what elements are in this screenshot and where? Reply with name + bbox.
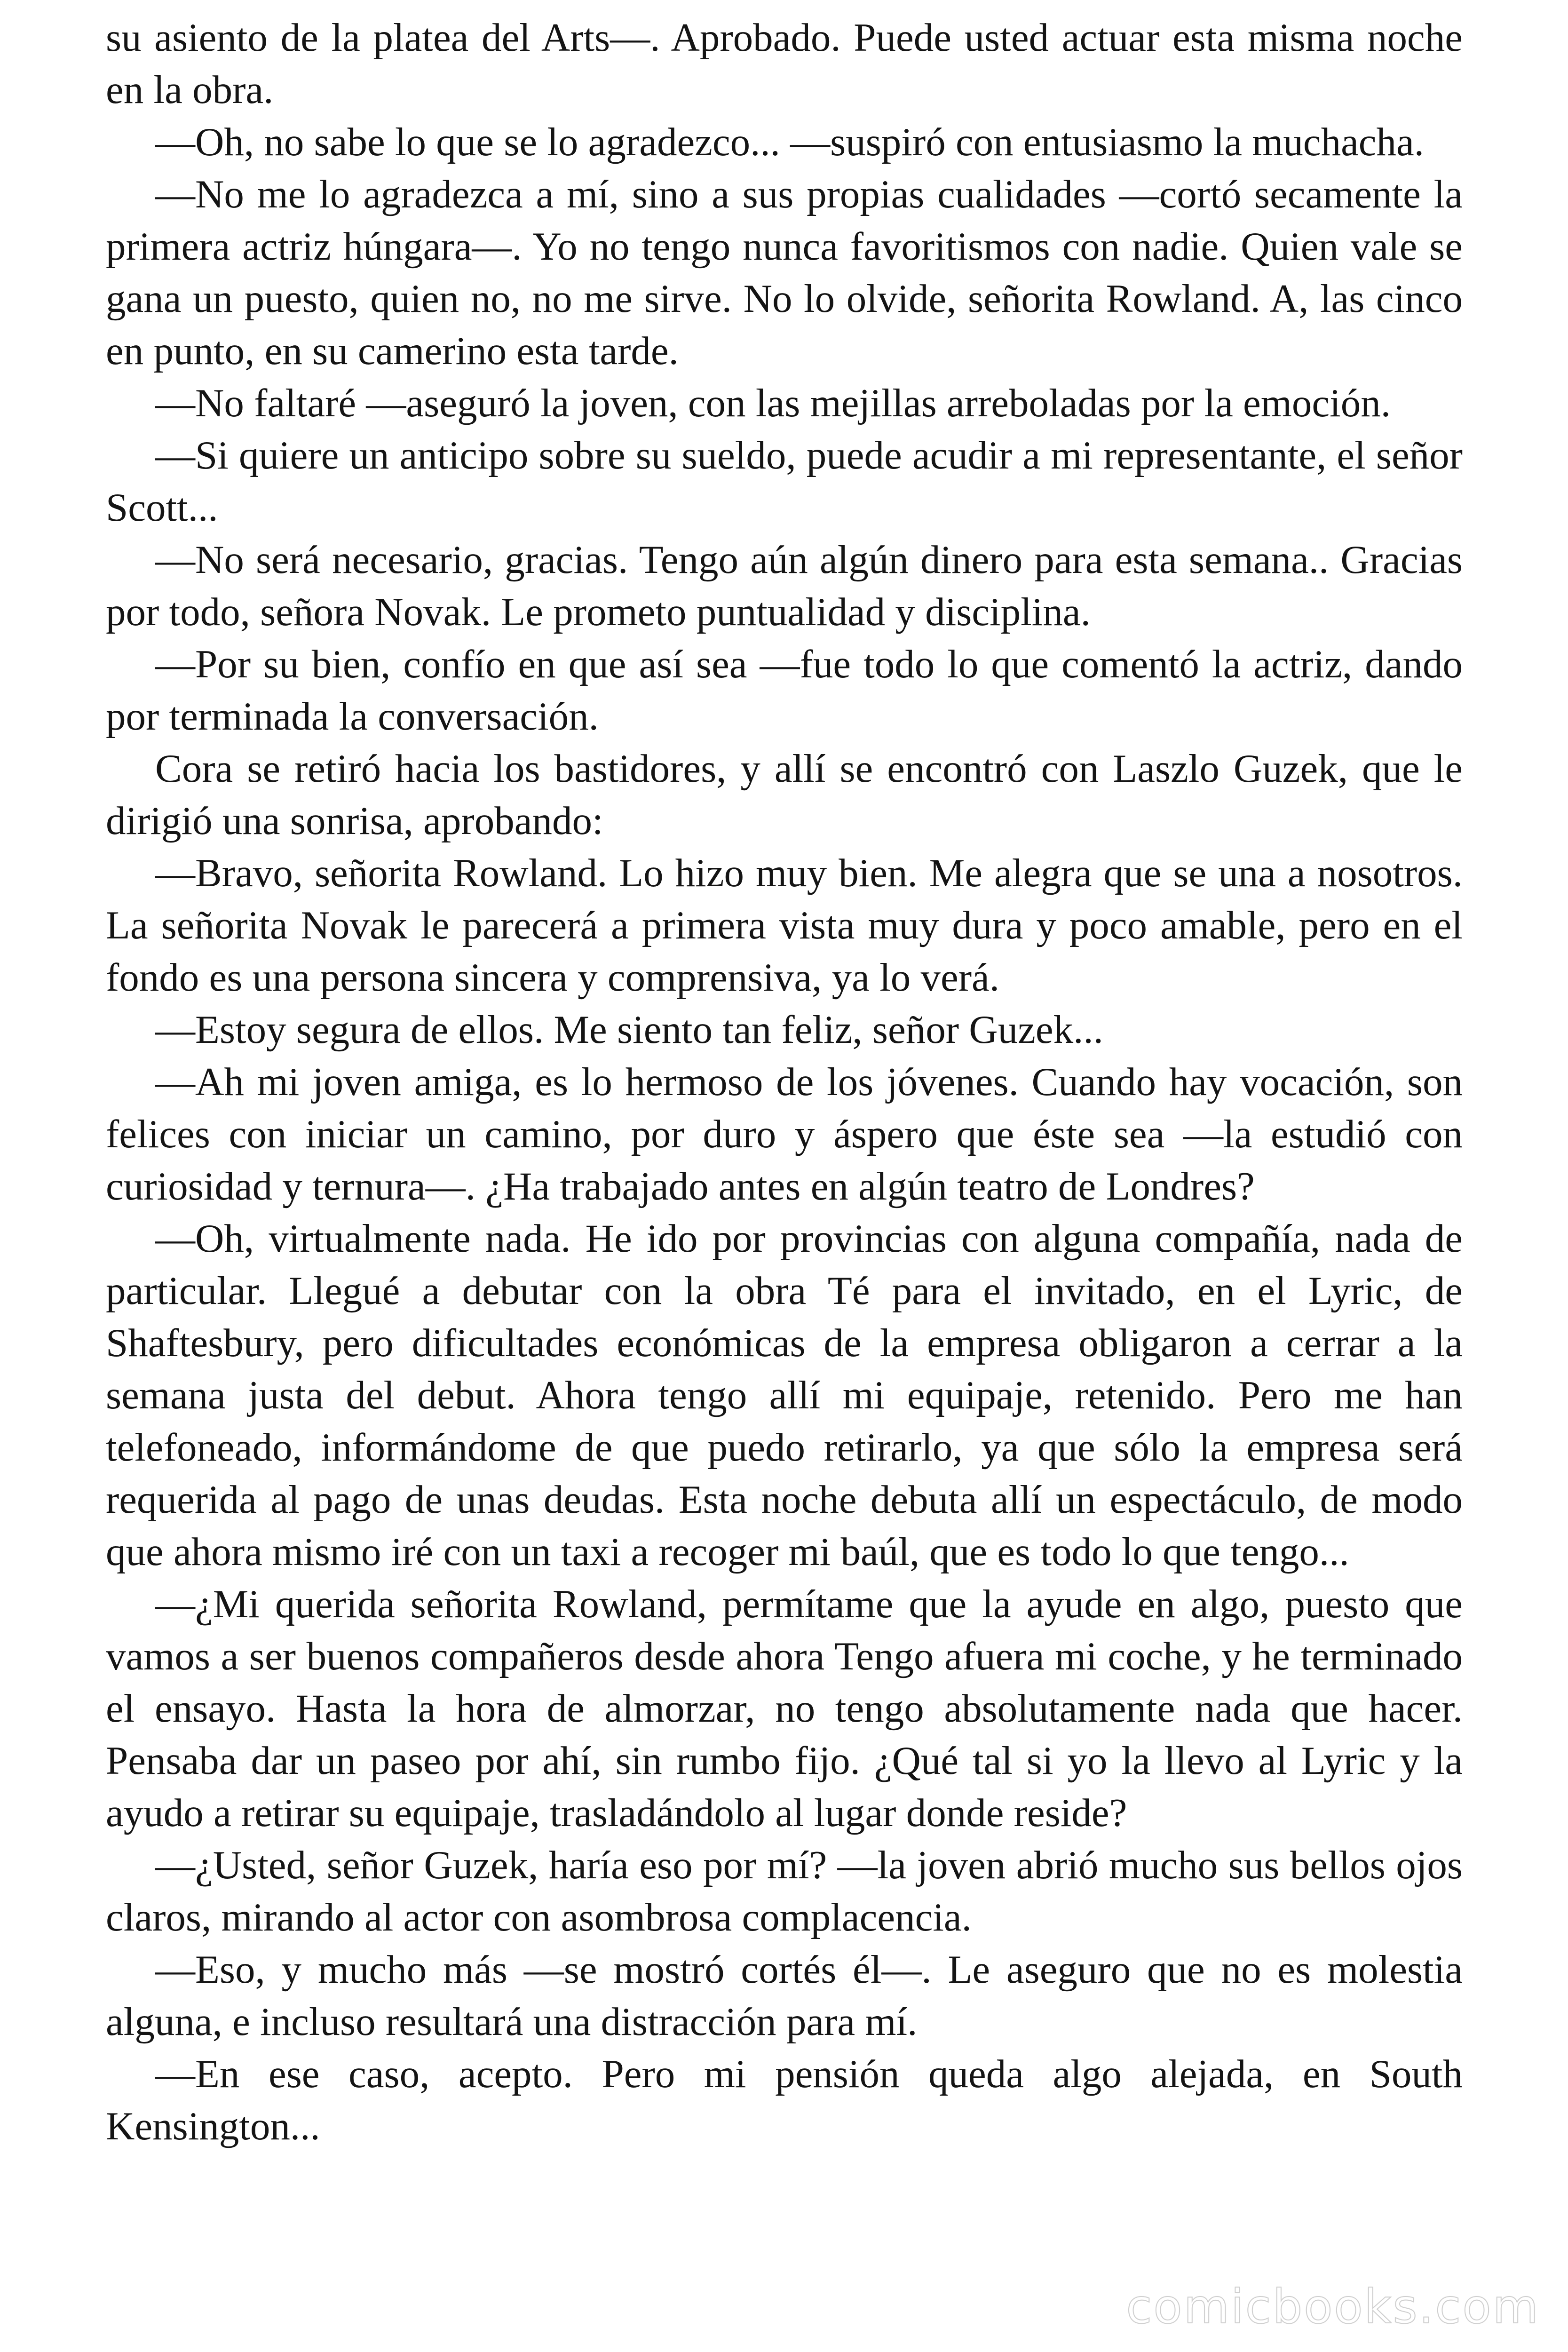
- paragraph: —Ah mi joven amiga, es lo hermoso de los jóvenes. Cuando hay vocación, son felices con iniciar un camino, por duro y áspero que éste sea —la estudió con curiosidad y ternura—. ¿Ha trabajado antes en algún teatro de Londres?: [106, 1060, 1463, 1208]
- paragraph: —¿Mi querida señorita Rowland, permítame que la ayude en algo, puesto que vamos a ser buenos compañeros desde ahora Tengo afuera mi coche, y he terminado el ensayo. Hasta la hora de almorzar, no tengo absolutamente nada que hacer. Pensaba dar un paseo por ahí, sin rumbo fijo. ¿Qué tal si yo la llevo al Lyric y la ayudo a retirar su equipaje, trasladándolo al lugar donde reside?: [106, 1582, 1463, 1835]
- paragraph: —No me lo agradezca a mí, sino a sus propias cualidades —cortó secamente la primera actriz húngara—. Yo no tengo nunca favoritismos con nadie. Quien vale se gana un puesto, quien no, no me sirve. No lo olvide, señorita Rowland. A, las cinco en punto, en su camerino esta tarde.: [106, 172, 1463, 373]
- paragraph: —No faltaré —aseguró la joven, con las mejillas arreboladas por la emoción.: [155, 381, 1391, 425]
- paragraph: —No será necesario, gracias. Tengo aún algún dinero para esta semana.. Gracias por todo, señora Novak. Le prometo puntualidad y disciplina.: [106, 538, 1463, 634]
- paragraph: —Si quiere un anticipo sobre su sueldo, puede acudir a mi representante, el señor Scott...: [106, 433, 1463, 530]
- watermark: comicbooks.com: [1126, 2279, 1540, 2334]
- paragraph: —En ese caso, acepto. Pero mi pensión queda algo alejada, en South Kensington...: [106, 2052, 1463, 2148]
- paragraph: —¿Usted, señor Guzek, haría eso por mí? —la joven abrió mucho sus bellos ojos claros, mirando al actor con asombrosa complacencia.: [106, 1843, 1463, 1939]
- paragraph: —Oh, no sabe lo que se lo agradezco... —suspiró con entusiasmo la muchacha.: [155, 120, 1425, 164]
- page-text: [106, 12, 1463, 2153]
- paragraph: —Oh, virtualmente nada. He ido por provincias con alguna compañía, nada de particular. Llegué a debutar con la obra Té para el invitado, en el Lyric, de Shaftesbury, pero dificultades económicas de la empresa obligaron a cerrar a la semana justa del debut. Ahora tengo allí mi equipaje, retenido. Pero me han telefoneado, informándome de que puedo retirarlo, ya que sólo la empresa será requerida al pago de unas deudas. Esta noche debuta allí un espectáculo, de modo que ahora mismo iré con un taxi a recoger mi baúl, que es todo lo que tengo...: [106, 1216, 1463, 1574]
- paragraph: —Bravo, señorita Rowland. Lo hizo muy bien. Me alegra que se una a nosotros. La señorita Novak le parecerá a primera vista muy dura y poco amable, pero en el fondo es una persona sincera y comprensiva, ya lo verá.: [106, 851, 1463, 1000]
- paragraph: Cora se retiró hacia los bastidores, y allí se encontró con Laszlo Guzek, que le dirigió una sonrisa, aprobando:: [106, 747, 1463, 843]
- paragraph: —Eso, y mucho más —se mostró cortés él—. Le aseguro que no es molestia alguna, e incluso resultará una distracción para mí.: [106, 1947, 1463, 2044]
- paragraph: —Estoy segura de ellos. Me siento tan feliz, señor Guzek...: [155, 1008, 1103, 1052]
- paragraph: su asiento de la platea del Arts—. Aprobado. Puede usted actuar esta misma noche en la obra.: [106, 16, 1463, 112]
- paragraph: —Por su bien, confío en que así sea —fue todo lo que comentó la actriz, dando por terminada la conversación.: [106, 642, 1463, 739]
